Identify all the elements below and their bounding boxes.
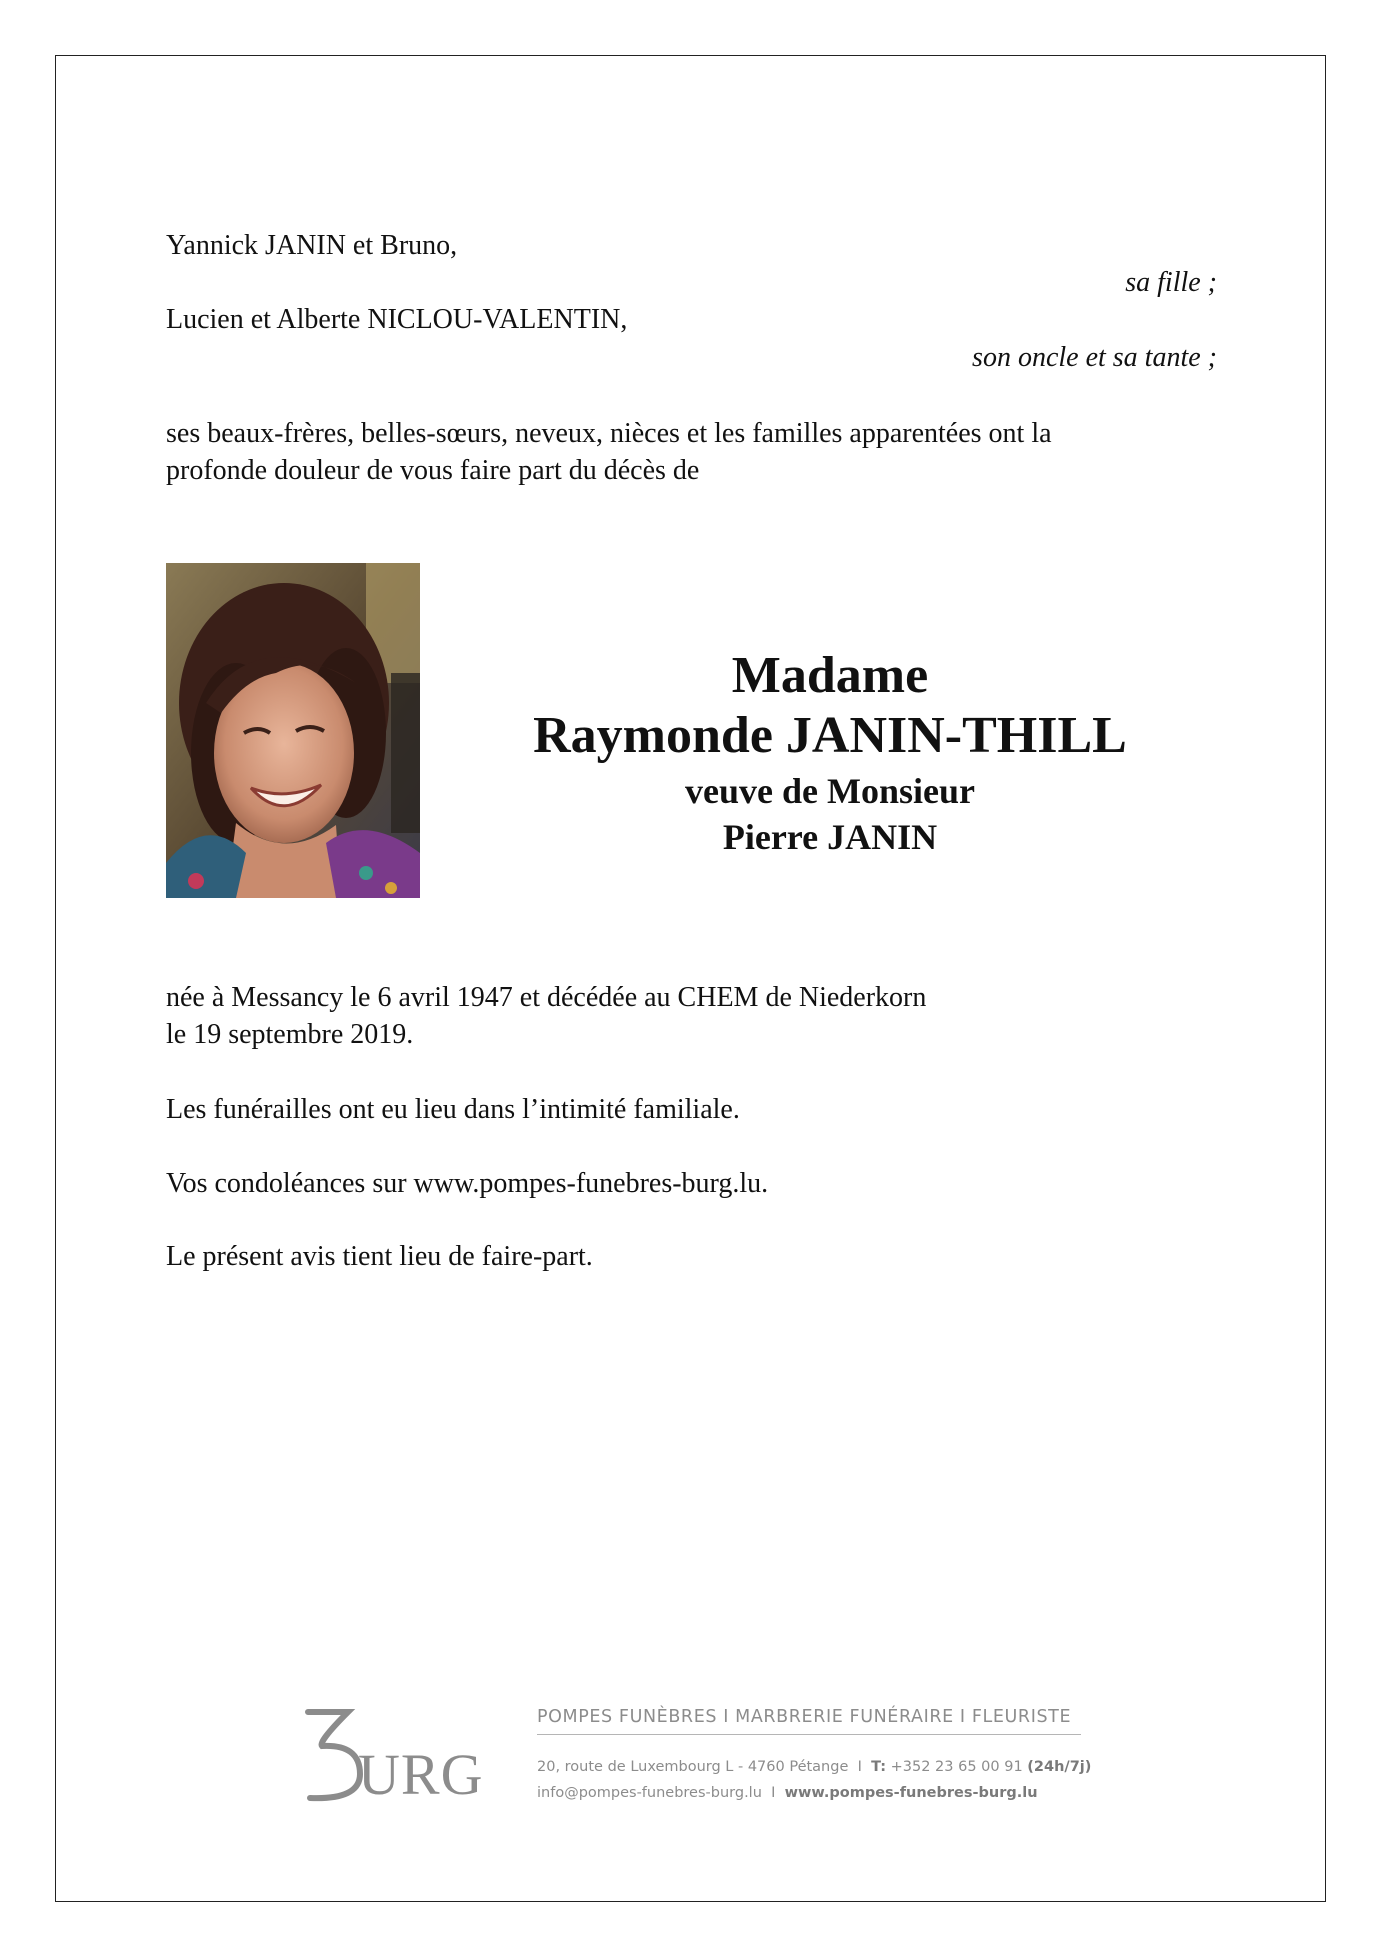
- notice-line: Le présent avis tient lieu de faire-part.: [166, 1241, 593, 1272]
- intro-line-2: profonde douleur de vous faire part du décès de: [166, 455, 700, 486]
- footer-email[interactable]: info@pompes-funebres-burg.lu: [537, 1785, 762, 1801]
- burg-logo: [300, 1704, 490, 1804]
- birth-death-line-2: le 19 septembre 2019.: [166, 1019, 414, 1050]
- family-role-2: son oncle et sa tante ;: [972, 342, 1217, 373]
- footer-services: POMPES FUNÈBRES I MARBRERIE FUNÉRAIRE I FLEURISTE: [537, 1707, 1081, 1735]
- footer-phone: +352 23 65 00 91: [890, 1759, 1023, 1775]
- footer-address-line: [537, 1759, 1091, 1775]
- widow-of: veuve de Monsieur: [685, 771, 975, 811]
- deceased-name-block: [470, 646, 1190, 860]
- portrait-photo: [166, 563, 420, 898]
- footer-separator: I: [857, 1759, 862, 1775]
- footer-contact-line: [537, 1785, 1038, 1801]
- svg-text:URG: URG: [358, 1742, 484, 1804]
- family-line-2: Lucien et Alberte NICLOU-VALENTIN,: [166, 304, 628, 335]
- birth-death-line-1: née à Messancy le 6 avril 1947 et décédée au CHEM de Niederkorn: [166, 982, 927, 1013]
- spouse-name: Pierre JANIN: [722, 817, 938, 857]
- funeral-line: Les funérailles ont eu lieu dans l’intimité familiale.: [166, 1094, 740, 1125]
- footer-phone-hours: (24h/7j): [1027, 1759, 1092, 1775]
- footer-separator-2: I: [771, 1785, 776, 1801]
- condolences-line: Vos condoléances sur www.pompes-funebres-burg.lu.: [166, 1168, 769, 1199]
- intro-line-1: ses beaux-frères, belles-sœurs, neveux, nièces et les familles apparentées ont la: [166, 418, 1052, 449]
- footer-website[interactable]: www.pompes-funebres-burg.lu: [784, 1785, 1038, 1801]
- footer-address: 20, route de Luxembourg L - 4760 Pétange: [537, 1759, 849, 1775]
- family-line-1: Yannick JANIN et Bruno,: [166, 230, 458, 261]
- family-role-1: sa fille ;: [1125, 267, 1217, 298]
- footer-phone-label: T:: [871, 1759, 886, 1775]
- deceased-name: Raymonde JANIN-THILL: [533, 707, 1127, 764]
- deceased-title: Madame: [731, 647, 929, 704]
